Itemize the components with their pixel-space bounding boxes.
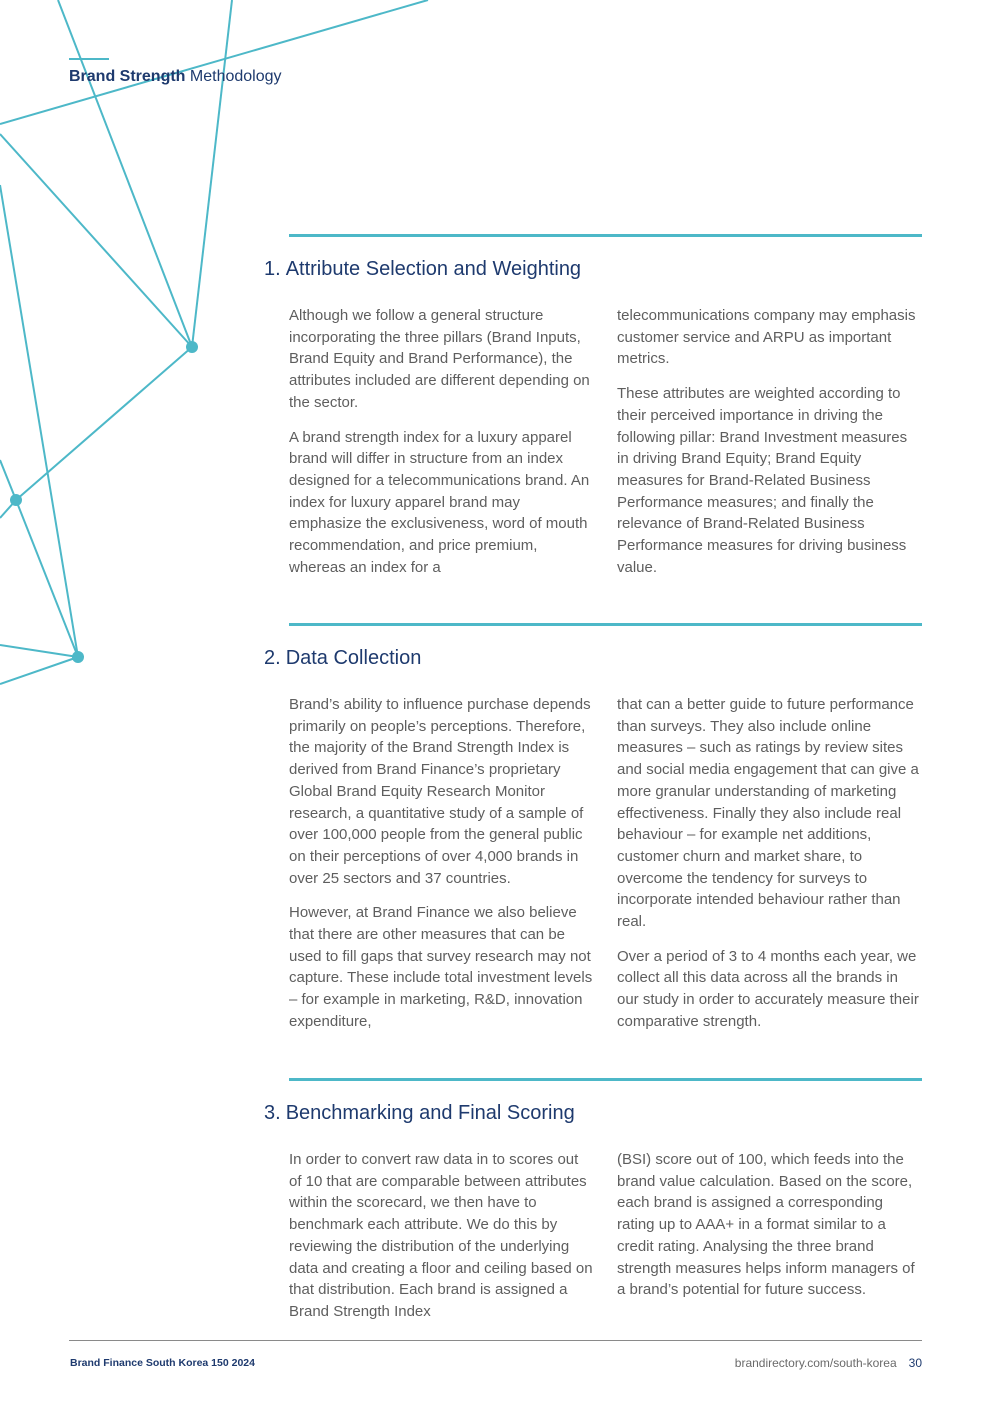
section-heading: Data Collection [285,647,422,669]
network-nodes [10,341,198,663]
text-column-left [289,694,594,1046]
text-column-left [289,1149,594,1336]
section-divider [289,623,922,626]
header-accent-line [69,58,109,60]
paragraph: Brand’s ability to influence purchase depends primarily on people’s perceptions. Therefore, the majority of the Brand Strength Index is derived from Brand Finance’s proprietary Global Brand Equity Research Monitor research, a quantitative study of a sample of over 100,000 people from the general public on their perceptions of over 4,000 brands in over 25 sectors and 37 countries. [289,696,591,887]
footer-publication: Brand Finance South Korea 150 2024 [70,1357,255,1369]
network-node [186,341,198,353]
footer-right [735,1356,922,1370]
paragraph: that can a better guide to future performance than surveys. They also include online measures – such as ratings by review sites and social media engagement that can give a more granular understanding of marketing effectiveness. Finally they also include real behaviour – for example net additions, customer churn and market share, to overcome the tendency for surveys to incorporate intended behaviour rather than real. [617,696,919,931]
paragraph: These attributes are weighted according to their perceived importance in driving the following pillar: Brand Investment measures in driving Brand Equity; Brand Equity measures for Brand-Related Business Performance measures; and finally the relevance of Brand-Related Business Performance measures for driving business value. [617,385,908,576]
section-number: 1. [264,258,281,280]
section-heading: Attribute Selection and Weighting [285,258,582,280]
section-number: 2. [264,647,281,669]
network-node [10,494,22,506]
text-column-right [617,305,922,591]
section-columns [289,305,922,591]
paragraph: However, at Brand Finance we also believe that there are other measures that can be used to fill gaps that survey research may not capture. These include total investment levels – for example in marketing, R&D, innovation expenditure, [289,904,593,1030]
section-title [264,647,421,670]
text-column-left [289,305,594,591]
header-title [69,68,282,86]
section-divider [289,1078,922,1081]
header-title-rest: Methodology [189,68,282,85]
page-number: 30 [908,1356,922,1370]
section-number: 3. [264,1102,281,1124]
section-columns [289,1149,922,1336]
paragraph: (BSI) score out of 100, which feeds into the brand value calculation. Based on the score, each brand is assigned a corresponding rating up to AAA+ in a format similar to a credit rating. Analysing the three brand strength measures helps inform managers of a brand’s potential for future success. [617,1151,915,1299]
paragraph: Although we follow a general structure incorporating the three pillars (Brand Inputs, Brand Equity and Brand Performance), the attributes included are different depending on the sector. [289,307,590,411]
section-columns [289,694,922,1046]
footer-url-link[interactable]: brandirectory.com/south-korea [734,1356,897,1370]
section-divider [289,234,922,237]
section-title [264,1102,575,1125]
section-heading: Benchmarking and Final Scoring [285,1102,575,1124]
section-title [264,258,581,281]
network-node [72,651,84,663]
footer-divider [69,1340,922,1341]
paragraph: In order to convert raw data in to scores out of 10 that are comparable between attributes within the scorecard, we then have to benchmark each attribute. We do this by reviewing the distribution of the underlying data and creating a floor and ceiling based on that distribution. Each brand is assigned a Brand Strength Index [289,1151,593,1320]
paragraph: A brand strength index for a luxury apparel brand will differ in structure from an index designed for a telecommunications brand. An index for luxury apparel brand may emphasize the exclusiveness, word of mouth recommendation, and price premium, whereas an index for a [289,428,590,576]
text-column-right [617,694,922,1046]
header-title-bold: Brand Strength [69,68,186,85]
paragraph: telecommunications company may emphasis customer service and ARPU as important metrics. [617,307,916,368]
page-header [69,58,282,86]
paragraph: Over a period of 3 to 4 months each year, we collect all this data across all the brands in our study in order to accurately measure their comparative strength. [617,947,919,1030]
text-column-right [617,1149,922,1336]
